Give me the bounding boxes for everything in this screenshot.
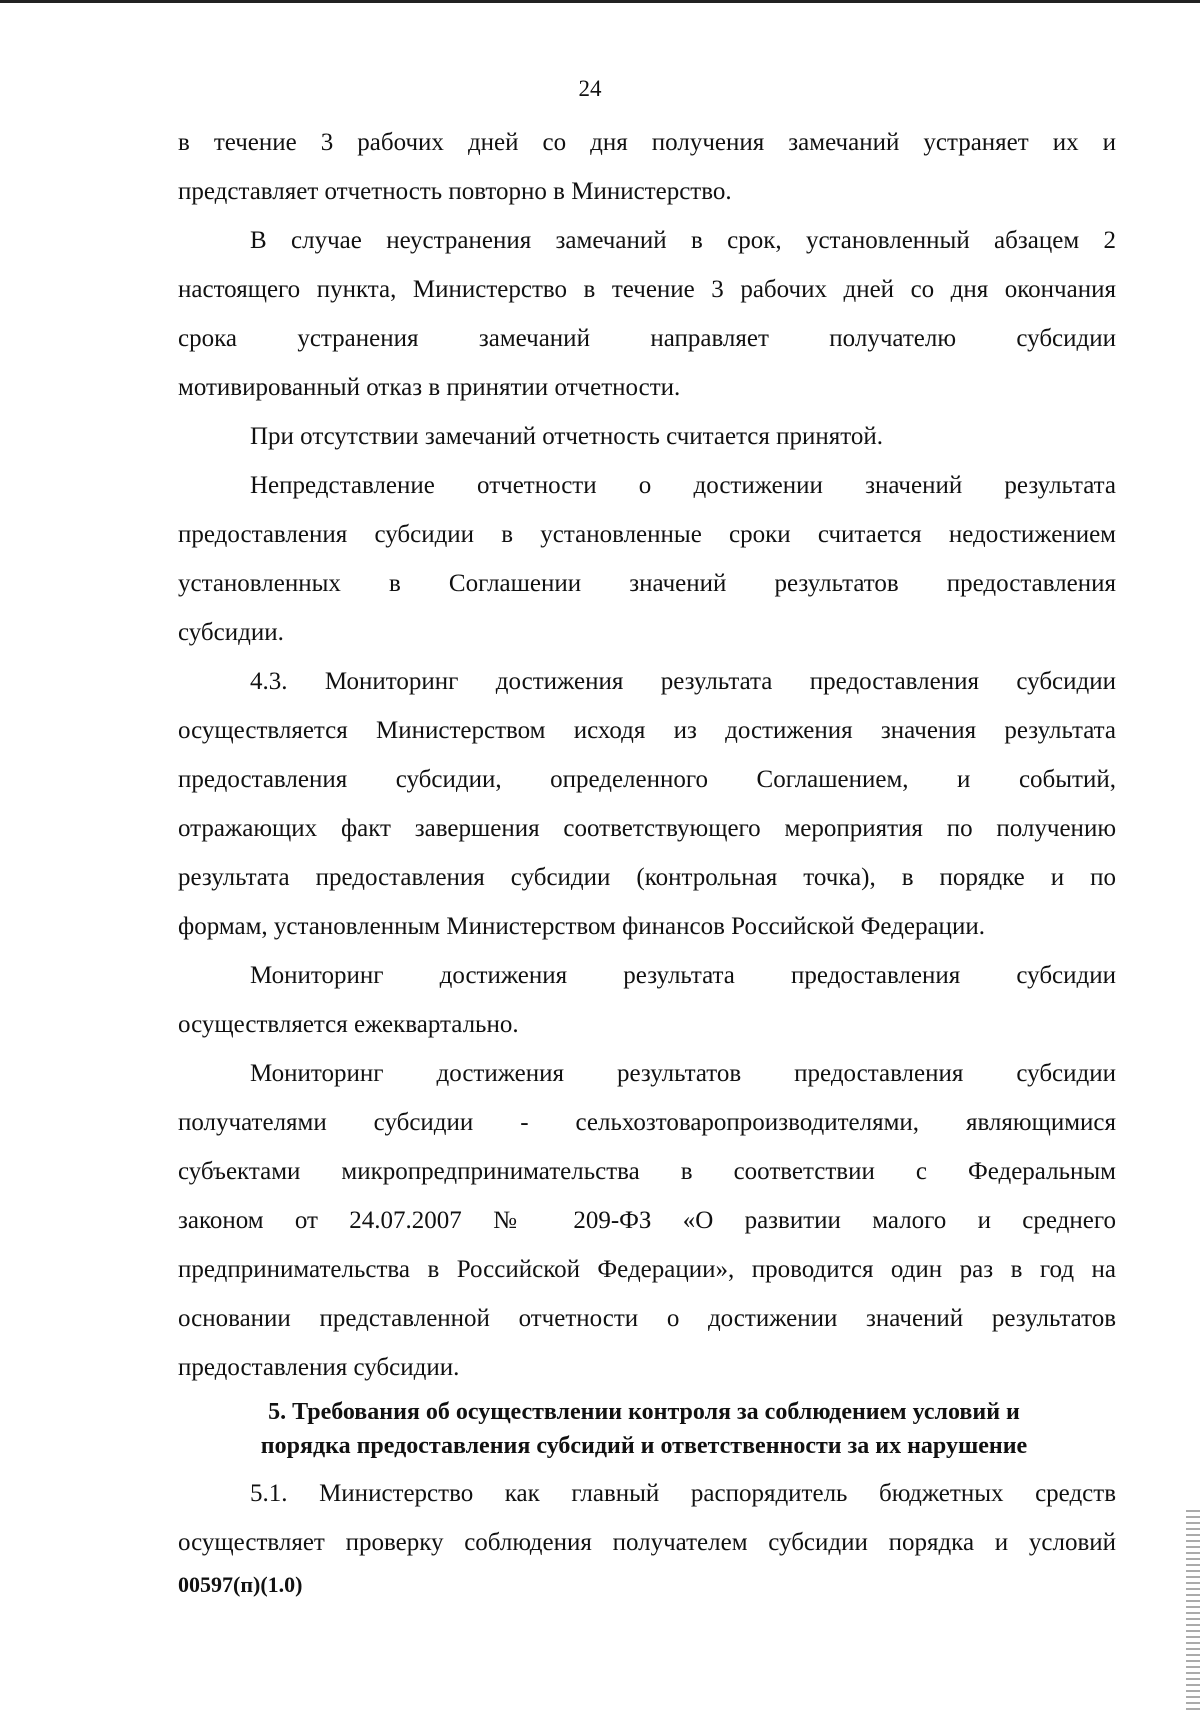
scan-top-edge [0,0,1200,3]
paragraph [178,1049,1116,1392]
text-line: представляет отчетность повторно в Министерство. [178,178,732,205]
text-line: предоставления субсидии, определенного Соглашением, и событий, [178,766,1116,793]
text-line: формам, установленным Министерством финансов Российской Федерации. [178,913,985,940]
text-line: осуществляется ежеквартально. [178,1011,519,1038]
paragraphs-after-heading [178,1469,1116,1567]
paragraph [178,118,1116,216]
document-body [178,118,1116,1567]
paragraph [178,461,1116,657]
text-line: субъектами микропредпринимательства в соответствии с Федеральным [178,1158,1116,1185]
document-code: 00597(п)(1.0) [178,1572,303,1597]
text-line: установленных в Соглашении значений результатов предоставления [178,570,1116,597]
text-line: в течение 3 рабочих дней со дня получения замечаний устраняет их и [178,129,1116,156]
text-line: осуществляется Министерством исходя из достижения значения результата [178,717,1116,744]
text-line: субсидии. [178,619,284,646]
text-line: законом от 24.07.2007 № 209-ФЗ «О развитии малого и среднего [178,1207,1116,1234]
text-line: получателями субсидии - сельхозтоваропроизводителями, являющимися [178,1109,1116,1136]
paragraphs-before-heading [178,118,1116,1392]
text-line: 4.3. Мониторинг достижения результата предоставления субсидии [250,668,1116,695]
text-line: В случае неустранения замечаний в срок, установленный абзацем 2 [250,227,1116,254]
text-line: основании представленной отчетности о достижении значений результатов [178,1305,1116,1332]
page-number: 24 [578,76,602,101]
section-heading-line-2: порядка предоставления субсидий и ответственности за их нарушение [260,1433,1028,1459]
text-line: При отсутствии замечаний отчетность считается принятой. [250,423,884,450]
text-line: предоставления субсидии в установленные сроки считается недостижением [178,521,1116,548]
paragraph [178,951,1116,1049]
text-line: Мониторинг достижения результата предоставления субсидии [250,962,1116,989]
text-line: настоящего пункта, Министерство в течение 3 рабочих дней со дня окончания [178,276,1116,303]
text-line: 5.1. Министерство как главный распорядитель бюджетных средств [250,1480,1116,1507]
text-line: Непредставление отчетности о достижении значений результата [250,472,1116,499]
text-line: Мониторинг достижения результатов предоставления субсидии [250,1060,1116,1087]
section-heading [172,1395,1116,1463]
text-line: предоставления субсидии. [178,1354,460,1381]
text-line: отражающих факт завершения соответствующего мероприятия по получению [178,815,1116,842]
paragraph [178,1469,1116,1567]
paragraph [178,216,1116,412]
text-line: предпринимательства в Российской Федерации», проводится один раз в год на [178,1256,1116,1283]
paragraph [178,412,1116,461]
text-line: осуществляет проверку соблюдения получателем субсидии порядка и условий [178,1529,1116,1556]
text-line: срока устранения замечаний направляет получателю субсидии [178,325,1116,352]
text-line: результата предоставления субсидии (контрольная точка), в порядке и по [178,864,1116,891]
text-line: мотивированный отказ в принятии отчетности. [178,374,681,401]
scan-edge-artifact [1186,1510,1200,1710]
section-heading-line-1: 5. Требования об осуществлении контроля за соблюдением условий и [268,1399,1020,1425]
paragraph [178,657,1116,951]
